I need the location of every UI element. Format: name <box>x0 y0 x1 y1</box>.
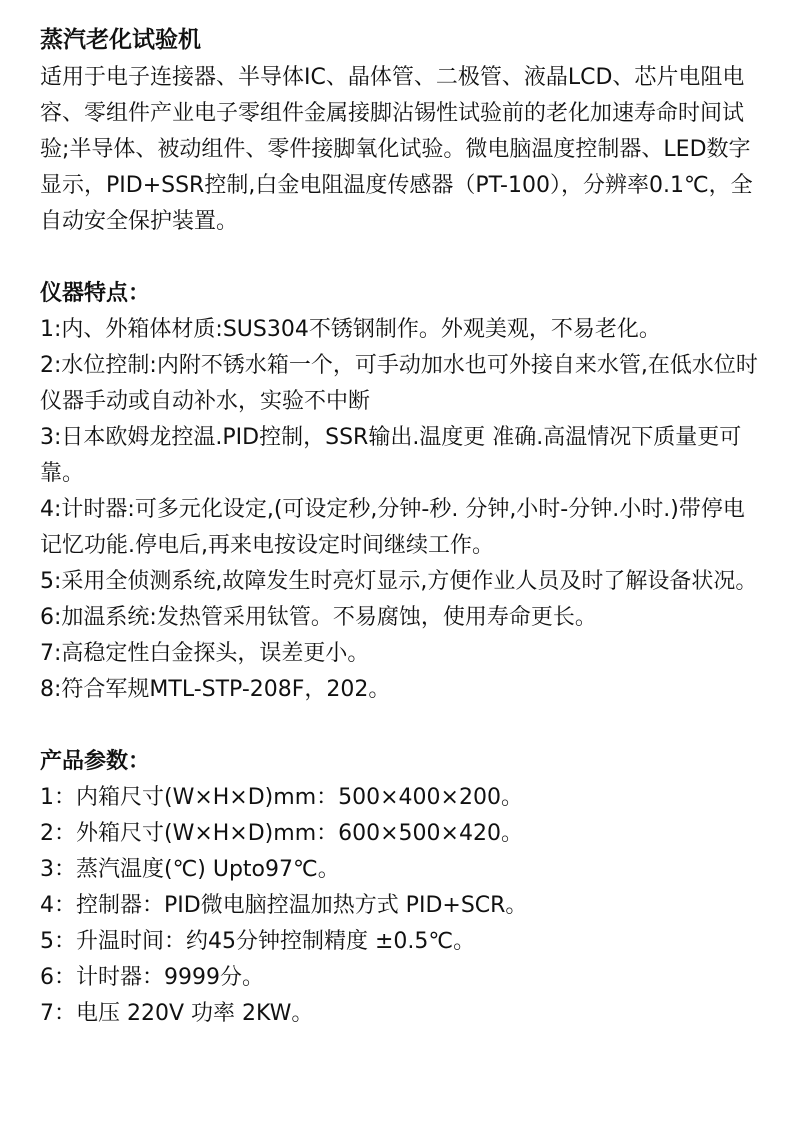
intro-paragraph: 适用于电子连接器、半导体IC、晶体管、二极管、液晶LCD、芯片电阻电容、零组件产业电子零组件金属接脚沾锡性试验前的老化加速寿命时间试验;半导体、被动组件、零件接脚氧化试验。微电脑温度控制器、LED数字显示，PID+SSR控制,白金电阻温度传感器（PT-100），分辨率0.1℃，全自动安全保护装置。 <box>40 65 753 234</box>
feature-item: 4:计时器:可多元化设定,(可设定秒,分钟-秒. 分钟,小时-分钟.小时.)带停电记忆功能.停电后,再来电按设定时间继续工作。 <box>40 497 745 558</box>
feature-item: 8:符合军规MTL-STP-208F，202。 <box>40 677 391 702</box>
param-item: 1：内箱尺寸(W×H×D)mm：500×400×200。 <box>40 785 523 810</box>
param-item: 5：升温时间：约45分钟控制精度 ±0.5℃。 <box>40 929 476 954</box>
param-item: 4：控制器：PID微电脑控温加热方式 PID+SCR。 <box>40 893 528 918</box>
feature-item: 7:高稳定性白金探头，误差更小。 <box>40 641 370 666</box>
feature-item: 6:加温系统:发热管采用钛管。不易腐蚀，使用寿命更长。 <box>40 605 597 630</box>
feature-item: 2:水位控制:内附不锈水箱一个，可手动加水也可外接自来水管,在低水位时仪器手动或自动补水，实验不中断 <box>40 353 758 414</box>
features-heading: 仪器特点： <box>40 281 151 306</box>
param-item: 7：电压 220V 功率 2KW。 <box>40 1001 314 1026</box>
page-title: 蒸汽老化试验机 <box>40 27 201 53</box>
param-item: 2：外箱尺寸(W×H×D)mm：600×500×420。 <box>40 821 523 846</box>
params-heading: 产品参数： <box>40 749 151 774</box>
features-list <box>40 312 760 708</box>
feature-item: 3:日本欧姆龙控温.PID控制，SSR输出.温度更 准确.高温情况下质量更可靠。 <box>40 425 742 486</box>
param-item: 3：蒸汽温度(℃) Upto97℃。 <box>40 857 340 882</box>
feature-item: 1:内、外箱体材质:SUS304不锈钢制作。外观美观，不易老化。 <box>40 317 661 342</box>
feature-item: 5:采用全侦测系统,故障发生时亮灯显示,方便作业人员及时了解设备状况。 <box>40 569 758 594</box>
param-item: 6：计时器：9999分。 <box>40 965 264 990</box>
params-list <box>40 780 760 1032</box>
